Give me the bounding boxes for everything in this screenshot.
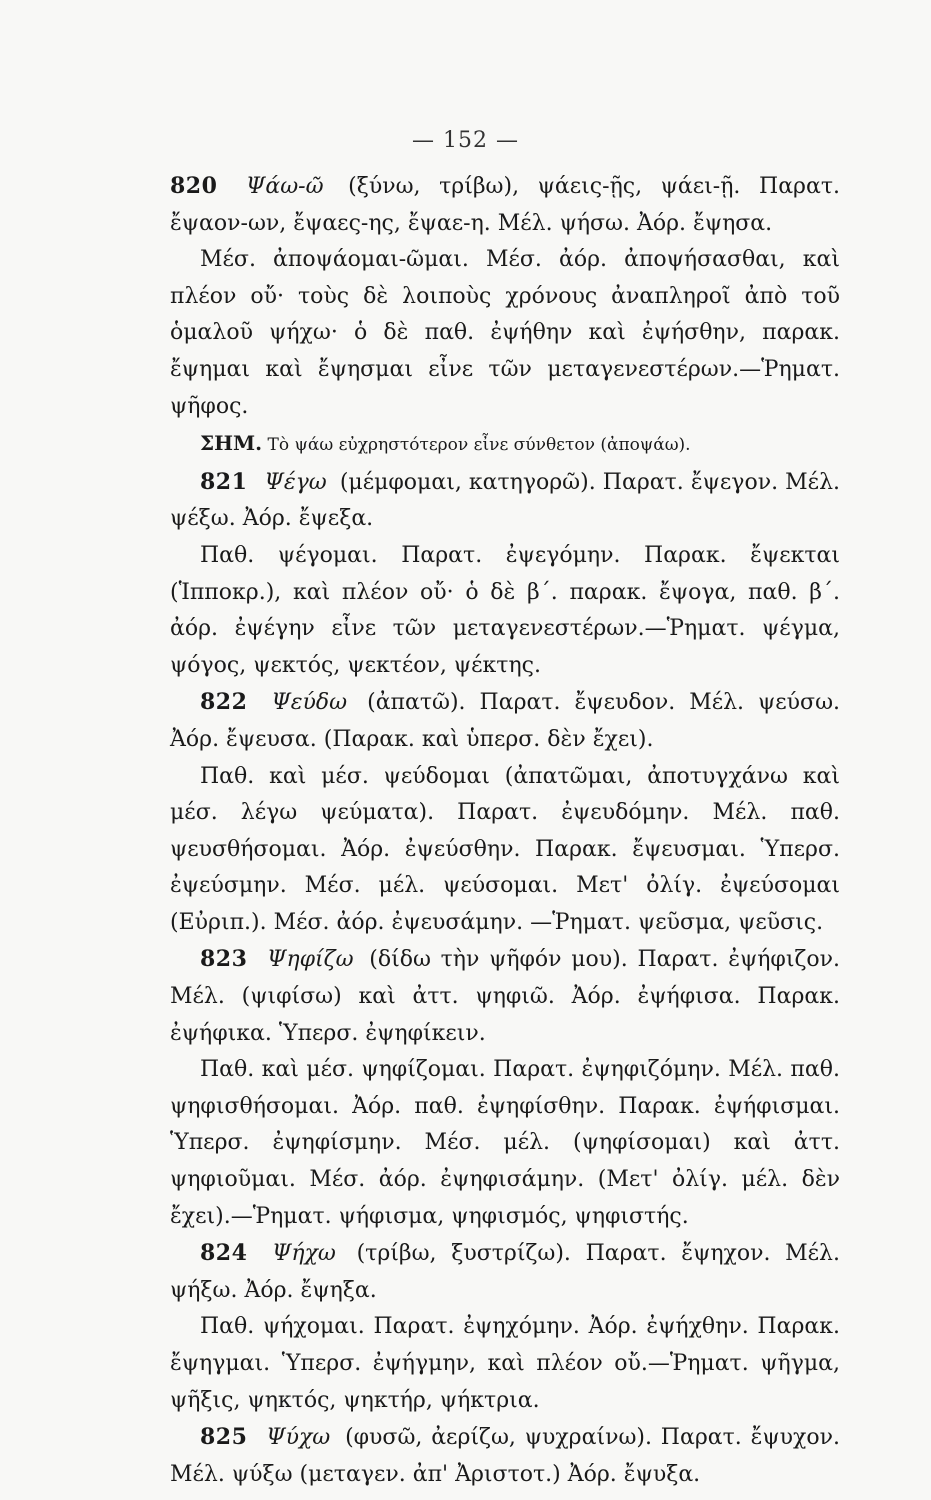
entry-820 [170, 168, 840, 242]
page-number: — 152 — [412, 128, 519, 153]
entry-lemma: Ψύχω [266, 1425, 331, 1451]
entry-text: (δίδω τὴν ψῆφόν μου). Παρατ. ἐψήφιζον. Μέλ. (ψιφίσω) καὶ ἀττ. ψηφιῶ. Ἀόρ. ἐψήφισα. Παρακ. ἐψήφικα. Ὑπερσ. ἐψηφίκειν. [170, 947, 840, 1046]
note-text: Τὸ ψάω εὐχρηστότερον εἶνε σύνθετον (ἀποψάω). [267, 435, 691, 456]
entry-825 [170, 1419, 840, 1493]
entry-paragraph: Παθ. ψέγομαι. Παρατ. ἐψεγόμην. Παρακ. ἔψεκται (Ἱπποκρ.), καὶ πλέον οὔ· ὁ δὲ β΄. παρακ. ἔψογα, παθ. β΄. ἀόρ. ἐψέγην εἶνε τῶν μεταγενεστέρων.—Ῥηματ. ψέγμα, ψόγος, ψεκτός, ψεκτέον, ψέκτης. [170, 542, 840, 678]
entry-lemma: Ψήχω [272, 1241, 336, 1267]
entry-text: (ἀπατῶ). Παρατ. ἔψευδον. Μέλ. ψεύσω. Ἀόρ. ἔψευσα. (Παρακ. καὶ ὑπερσ. δὲν ἔχει). [170, 690, 841, 752]
entry-text: (φυσῶ, ἀερίζω, ψυχραίνω). Παρατ. ἔψυχον. Μέλ. ψύξω (μεταγεν. ἀπ' Ἀριστοτ.) Ἀόρ. ἔψυξα. [170, 1425, 841, 1487]
entry-number: 821 [200, 468, 248, 495]
entry-number: 823 [200, 946, 248, 973]
entry-number: 825 [200, 1424, 248, 1451]
entry-821 [170, 464, 840, 538]
entry-lemma: Ψηφίζω [267, 947, 354, 973]
entry-823 [170, 941, 840, 1052]
entry-text: (ξύνω, τρίβω), ψάεις-ῇς, ψάει-ῇ. Παρατ. ἔψαον-ων, ἔψαες-ης, ἔψαε-η. Μέλ. ψήσω. Ἀόρ. ἔψησα. [170, 174, 840, 236]
entry-note [170, 425, 840, 464]
entry-lemma: Ψάω-ῶ [246, 174, 324, 199]
entry-number: 822 [200, 689, 248, 716]
entry-number: 820 [170, 173, 218, 199]
entry-text: (μέμφομαι, κατηγορῶ). Παρατ. ἔψεγον. Μέλ. ψέξω. Ἀόρ. ἔψεξα. [170, 469, 841, 532]
entry-number: 824 [200, 1240, 248, 1267]
entry-paragraph: Παθ. καὶ μέσ. ψηφίζομαι. Παρατ. ἐψηφιζόμην. Μέλ. παθ. ψηφισθήσομαι. Ἀόρ. παθ. ἐψηφίσθην. Παρακ. ἐψήφισμαι. Ὑπερσ. ἐψηφίσμην. Μέσ. μέλ. (ψηφίσομαι) καὶ ἀττ. ψηφιοῦμαι. Μέσ. ἀόρ. ἐψηφισάμην. (Μετ' ὀλίγ. μέλ. δὲν ἔχει).—Ῥηματ. ψήφισμα, ψηφισμός, ψηφιστής. [170, 1057, 840, 1229]
entry-824 [170, 1235, 840, 1309]
entry-822 [170, 684, 840, 758]
entry-paragraph: Παθ. καὶ μέσ. ψεύδομαι (ἀπατῶμαι, ἀποτυγχάνω καὶ μέσ. λέγω ψεύματα). Παρατ. ἐψευδόμην. Μέλ. παθ. ψευσθήσομαι. Ἀόρ. ἐψεύσθην. Παρακ. ἔψευσμαι. Ὑπερσ. ἐψεύσμην. Μέσ. μέλ. ψεύσομαι. Μετ' ὀλίγ. ἐψεύσομαι (Εὐριπ.). Μέσ. ἀόρ. ἐψευσάμην. —Ῥηματ. ψεῦσμα, ψεῦσις. [170, 763, 840, 935]
entry-paragraph: Παθ. ψήχομαι. Παρατ. ἐψηχόμην. Ἀόρ. ἐψήχθην. Παρακ. ἔψηγμαι. Ὑπερσ. ἐψήγμην, καὶ πλέον οὔ.—Ῥηματ. ψῆγμα, ψῆξις, ψηκτός, ψηκτήρ, ψήκτρια. [170, 1314, 840, 1413]
note-label: ΣΗΜ. [200, 431, 263, 456]
entry-lemma: Ψεύδω [271, 690, 348, 716]
text-body [170, 168, 840, 1493]
entry-paragraph: Μέσ. ἀποψάομαι-ῶμαι. Μέσ. ἀόρ. ἀποψήσασθαι, καὶ πλέον οὔ· τοὺς δὲ λοιποὺς χρόνους ἀναπληροῖ ἀπὸ τοῦ ὁμαλοῦ ψήχω· ὁ δὲ παθ. ἐψήθην καὶ ἐψήσθην, παρακ. ἔψημαι καὶ ἔψησμαι εἶνε τῶν μεταγενεστέρων.—Ῥηματ. ψῆφος. [170, 247, 840, 419]
entry-lemma: Ψέγω [264, 469, 327, 495]
entry-text: (τρίβω, ξυστρίζω). Παρατ. ἔψηχον. Μέλ. ψήξω. Ἀόρ. ἔψηξα. [170, 1241, 840, 1303]
